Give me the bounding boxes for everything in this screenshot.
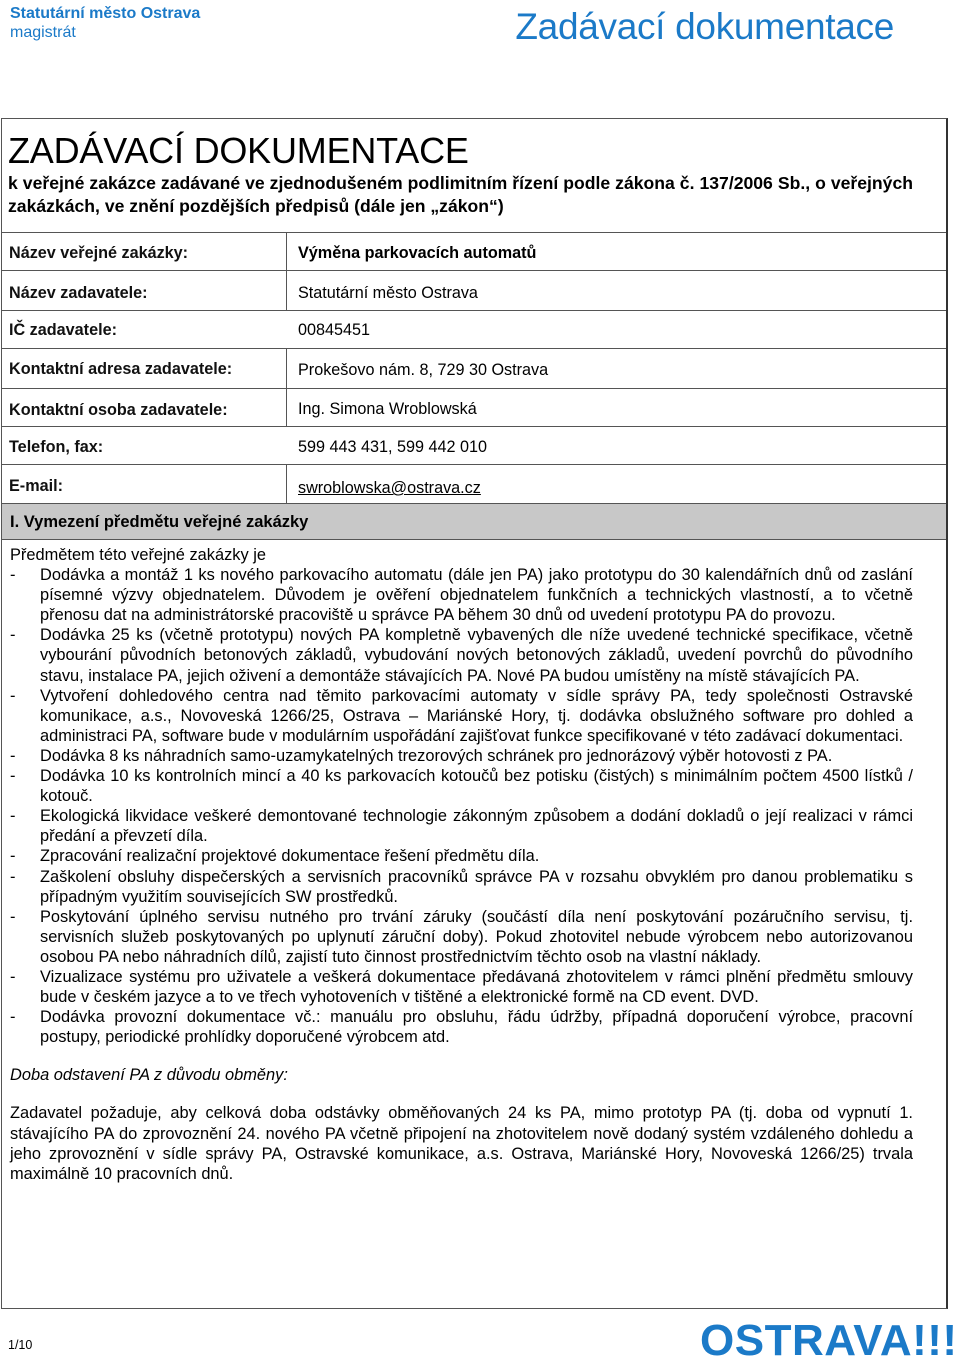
page-subtitle: k veřejné zakázce zadávané ve zjednodušeném podlimitním řízení podle zákona č. 137/2006 Sb., o veřejných zakázkách, ve znění pozdějších předpisů (dále jen „zákon“) [8, 173, 913, 216]
section-header [2, 503, 946, 540]
table-divider [286, 464, 287, 503]
info-label: E-mail: [9, 477, 63, 495]
closing-paragraph: Zadavatel požaduje, aby celková doba odstávky obměňovaných 24 ks PA, mimo prototyp PA (tj. doba od vypnutí 1. stávajícího PA do zprovoznění 24. nového PA včetně připojení na zhotovitelem nově dodaný systém vzdáleného dohledu a jeho zprovoznění v sídle správy PA, Ostravské komunikace, a.s. Ostrava, Mariánské Hory, Novoveská 1266/25) trvala maximálně 10 pracovních dnů. [10, 1104, 913, 1183]
list-item: - Dodávka 25 ks (včetně prototypu) nových PA kompletně vybavených dle níže uvedené technické specifikace, včetně vybourání původních betonových základů, vybudování nových betonových základů, uvedení povrchů do původního stavu, instalace PA, jejich oživení a demontáže stávajících PA. Nové PA budou umístěny na místě stávajících PA. [10, 626, 913, 685]
list-item: - Ekologická likvidace veškeré demontované technologie zákonným způsobem a dodání dokladů o její realizaci v rámci předání a převzetí díla. [10, 807, 913, 846]
info-row-contract-name [2, 232, 946, 271]
info-label: IČ zadavatele: [9, 321, 117, 339]
info-row-contact-address [2, 348, 946, 389]
list-item: - Zpracování realizační projektové dokumentace řešení předmětu díla. [10, 847, 540, 866]
info-value: Ing. Simona Wroblowská [298, 400, 477, 418]
list-item: - Zaškolení obsluhy dispečerských a servisních pracovníků správce PA v rozsahu obvyklém pro danou problematiku s případným využitím souvisejících SW prostředků. [10, 867, 913, 906]
document-type-title: Zadávací dokumentace [515, 6, 894, 47]
organization-sub: magistrát [10, 24, 76, 41]
info-label: Kontaktní adresa zadavatele: [9, 360, 233, 378]
info-value: Statutární město Ostrava [298, 284, 478, 302]
section-title: I. Vymezení předmětu veřejné zakázky [10, 513, 309, 531]
logo-marks: !!! [912, 1316, 958, 1365]
info-row-phone-fax [2, 426, 946, 465]
info-row-email [2, 464, 946, 504]
email-link[interactable]: swroblowska@ostrava.cz [298, 479, 481, 497]
info-value: Prokešovo nám. 8, 729 30 Ostrava [298, 361, 549, 379]
info-label: Kontaktní osoba zadavatele: [9, 401, 228, 419]
subsection-heading: Doba odstavení PA z důvodu obměny: [10, 1066, 288, 1085]
info-label: Název veřejné zakázky: [9, 244, 189, 262]
page-title: ZADÁVACÍ DOKUMENTACE [8, 130, 469, 171]
section-intro: Předmětem této veřejné zakázky je [10, 546, 266, 564]
info-value: 599 443 431, 599 442 010 [298, 438, 488, 456]
info-label: Název zadavatele: [9, 284, 148, 302]
info-value: 00845451 [298, 321, 371, 339]
info-value: Výměna parkovacích automatů [298, 244, 537, 262]
list-item: - Dodávka a montáž 1 ks nového parkovacího automatu (dále jen PA) jako prototypu do 30 kalendářních dnů od zaslání písemné výzvy objednatelem. Důvodem je ověření objednatelem funkčních a technických vlastností, a to včetně přenosu dat na administrátorské pracoviště u správce PA během 30 dnů od uvedení prototypu PA do provozu. [10, 566, 913, 625]
page-number: 1/10 [8, 1338, 33, 1352]
list-item: - Poskytování úplného servisu nutného pro trvání záruky (součástí díla není poskytování pozáručního servisu, tj. servisních služeb poskytovaných po uplynutí záruční doby). Pokud zhotovitel nebude výrobcem nebo autorizovanou osobou PA nebo náhradních dílů, zajistí tuto činnost prostřednictvím těchto osob na vlastní náklady. [10, 907, 913, 966]
ostrava-logo [700, 1316, 958, 1366]
info-label: Telefon, fax: [9, 438, 104, 456]
info-row-company-id [2, 310, 946, 349]
logo-text: OSTRAVA [700, 1316, 913, 1365]
info-row-contracting-authority [2, 270, 946, 311]
list-item: - Dodávka provozní dokumentace vč.: manuálu pro obsluhu, řádu údržby, případná doporučení výrobce, pracovní postupy, periodické prohlídky doporučené výrobcem atd. [10, 1008, 913, 1047]
list-item: - Vytvoření dohledového centra nad těmito parkovacími automaty v sídle správy PA, tedy společnosti Ostravské komunikace, a.s., Novoveská 1266/25, Ostrava – Mariánské Hory, tj. dodávka obslužného software pro dohled a administraci PA, software bude v modulárním uspořádání zajišťovat funkce specifikované v této zadávací dokumentaci. [10, 686, 913, 745]
section-body [10, 545, 913, 1184]
info-row-contact-person [2, 388, 946, 427]
organization-header [10, 4, 200, 42]
list-item: - Vizualizace systému pro uživatele a veškerá dokumentace předávaná zhotovitelem v rámci plnění předmětu smlouvy bude v českém jazyce a to ve třech vyhotoveních v tištěné a elektronické formě na CD event. DVD. [10, 967, 913, 1007]
table-divider [286, 348, 287, 426]
list-item: - Dodávka 10 ks kontrolních mincí a 40 ks parkovacích kotoučů bez potisku (čistých) s minimálním počtem 4500 lístků / kotouč. [10, 767, 913, 806]
table-divider [286, 232, 287, 310]
organization-name: Statutární město Ostrava [10, 5, 201, 22]
list-item: - Dodávka 8 ks náhradních samo-uzamykatelných trezorových schránek pro jednorázový výběr hotovosti z PA. [10, 746, 833, 765]
